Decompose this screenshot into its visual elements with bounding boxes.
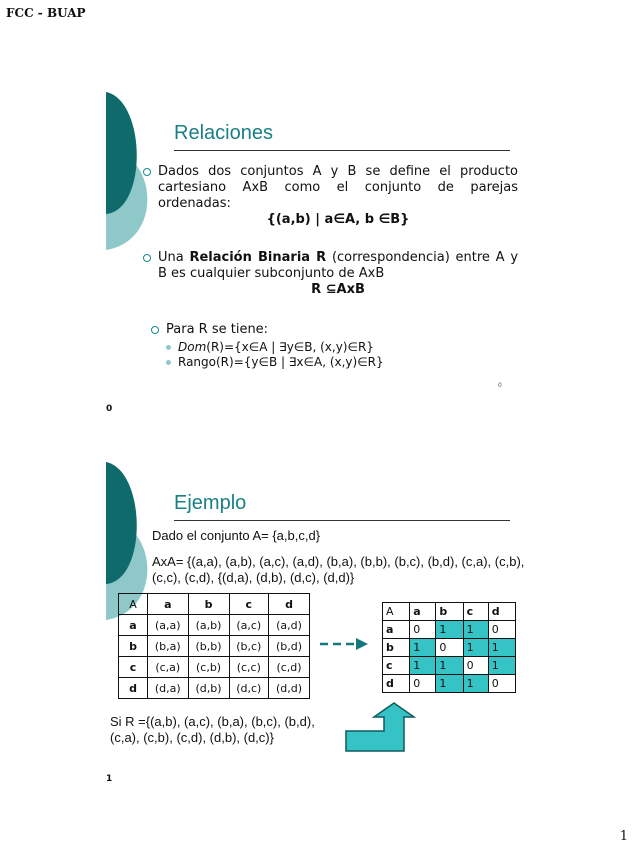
table-row <box>383 639 516 657</box>
table-header-row <box>119 594 310 615</box>
document-header: FCC - BUAP <box>6 6 86 20</box>
table-cell: 0 <box>488 621 515 639</box>
bullet-text <box>158 250 518 282</box>
table-row <box>119 678 310 699</box>
table-cell: c <box>383 657 410 675</box>
table-cell: 1 <box>436 675 463 693</box>
table-cell: a <box>410 603 436 621</box>
table-row <box>383 621 516 639</box>
text-run: Una <box>158 250 190 265</box>
table-cell: 1 <box>463 639 488 657</box>
table-header-row <box>383 603 516 621</box>
table-cell: (d,a) <box>148 678 189 699</box>
table-cell: c <box>463 603 488 621</box>
table-cell: 0 <box>488 675 515 693</box>
table-cell: 1 <box>436 621 463 639</box>
sub-marker <box>166 345 171 350</box>
table-cell: (b,b) <box>188 636 229 657</box>
table-cell: 0 <box>410 675 436 693</box>
table-row <box>119 636 310 657</box>
bullet-text: Para R se tiene: <box>166 322 269 337</box>
table-cell: c <box>119 657 148 678</box>
bullet-marker <box>143 168 151 176</box>
slide-number: 1 <box>106 774 113 784</box>
table-cell: 0 <box>436 639 463 657</box>
bullet-cartesian <box>158 164 518 228</box>
slide-ejemplo <box>106 460 536 790</box>
table-cell: A <box>119 594 148 615</box>
text-italic: Dom <box>178 340 207 354</box>
slide-title: Relaciones <box>174 122 273 144</box>
formula-subset: R ⊆AxB <box>311 282 365 297</box>
table-cell: d <box>488 603 515 621</box>
bullet-properties <box>166 322 466 370</box>
relation-definition: Si R ={(a,b), (a,c), (b,a), (b,c), (b,d), (c,a), (c,b), (c,d), (d,b), (d,c)} <box>110 714 315 745</box>
table-cell: d <box>119 678 148 699</box>
table-cell: (c,d) <box>269 657 310 678</box>
table-cell: (a,a) <box>148 615 189 636</box>
table-cell: (b,a) <box>148 636 189 657</box>
text-run: (correspondencia) entre A y B es cualquier subconjunto de AxB <box>158 250 519 281</box>
bullet-marker <box>143 254 151 262</box>
table-cell: 1 <box>463 675 488 693</box>
table-cell: 1 <box>410 657 436 675</box>
slide-decoration <box>106 90 166 270</box>
table-cell: 1 <box>436 657 463 675</box>
subbullet-dom <box>166 340 466 355</box>
page-number: 1 <box>619 829 628 844</box>
table-cell: (b,c) <box>229 636 269 657</box>
table-cell: (c,a) <box>148 657 189 678</box>
title-divider <box>174 150 510 151</box>
subbullet-rango <box>166 355 466 370</box>
bent-arrow-icon <box>344 701 420 755</box>
text-run: Rango(R)={y∈B | ∃x∈A, (x,y)∈R} <box>178 355 384 369</box>
text-run: (R)={x∈A | ∃y∈B, (x,y)∈R} <box>206 340 374 354</box>
product-table <box>118 593 310 699</box>
table-cell: a <box>148 594 189 615</box>
table-cell: 1 <box>463 621 488 639</box>
table-cell: (c,c) <box>229 657 269 678</box>
table-cell: 0 <box>410 621 436 639</box>
dashed-arrow-icon <box>320 638 370 650</box>
table-cell: a <box>383 621 410 639</box>
table-cell: (c,b) <box>188 657 229 678</box>
text-bold: Relación Binaria R <box>189 250 327 265</box>
title-divider <box>174 520 510 521</box>
table-cell: (b,d) <box>269 636 310 657</box>
table-row <box>383 657 516 675</box>
table-cell: 1 <box>410 639 436 657</box>
bullet-text: Dados dos conjuntos A y B se define el producto cartesiano AxB como el conjunto de parejas ordenadas: <box>158 164 518 211</box>
table-cell: 1 <box>488 639 515 657</box>
table-cell: 0 <box>463 657 488 675</box>
formula-cartesian: {(a,b) | a∈A, b ∈B} <box>266 212 410 227</box>
table-cell: (a,b) <box>188 615 229 636</box>
sub-marker <box>166 360 171 365</box>
slide-number: 0 <box>106 404 113 414</box>
table-cell: (d,d) <box>269 678 310 699</box>
table-cell: A <box>383 603 410 621</box>
set-definition: Dado el conjunto A= {a,b,c,d} <box>152 528 321 543</box>
cartesian-product: AxA= {(a,a), (a,b), (a,c), (a,d), (b,a), (b,b), (b,c), (b,d), (c,a), (c,b), (c,c), (c,d), {(d,a), (d,b), (d,c), (d,d)} <box>152 554 525 585</box>
table-cell: a <box>119 615 148 636</box>
table-cell: (d,b) <box>188 678 229 699</box>
relation-matrix <box>382 602 516 693</box>
table-cell: (a,d) <box>269 615 310 636</box>
table-cell: 1 <box>488 657 515 675</box>
table-cell: c <box>229 594 269 615</box>
slide-relaciones <box>106 90 526 420</box>
table-row <box>383 675 516 693</box>
slide-corner-mark: 0 <box>498 382 502 389</box>
table-cell: b <box>436 603 463 621</box>
table-cell: b <box>383 639 410 657</box>
table-cell: (d,c) <box>229 678 269 699</box>
table-cell: (a,c) <box>229 615 269 636</box>
bullet-relation <box>158 250 518 298</box>
table-row <box>119 615 310 636</box>
table-cell: d <box>383 675 410 693</box>
table-cell: b <box>119 636 148 657</box>
slide-title: Ejemplo <box>174 492 247 514</box>
table-cell: d <box>269 594 310 615</box>
table-row <box>119 657 310 678</box>
table-cell: b <box>188 594 229 615</box>
bullet-marker <box>151 326 159 334</box>
